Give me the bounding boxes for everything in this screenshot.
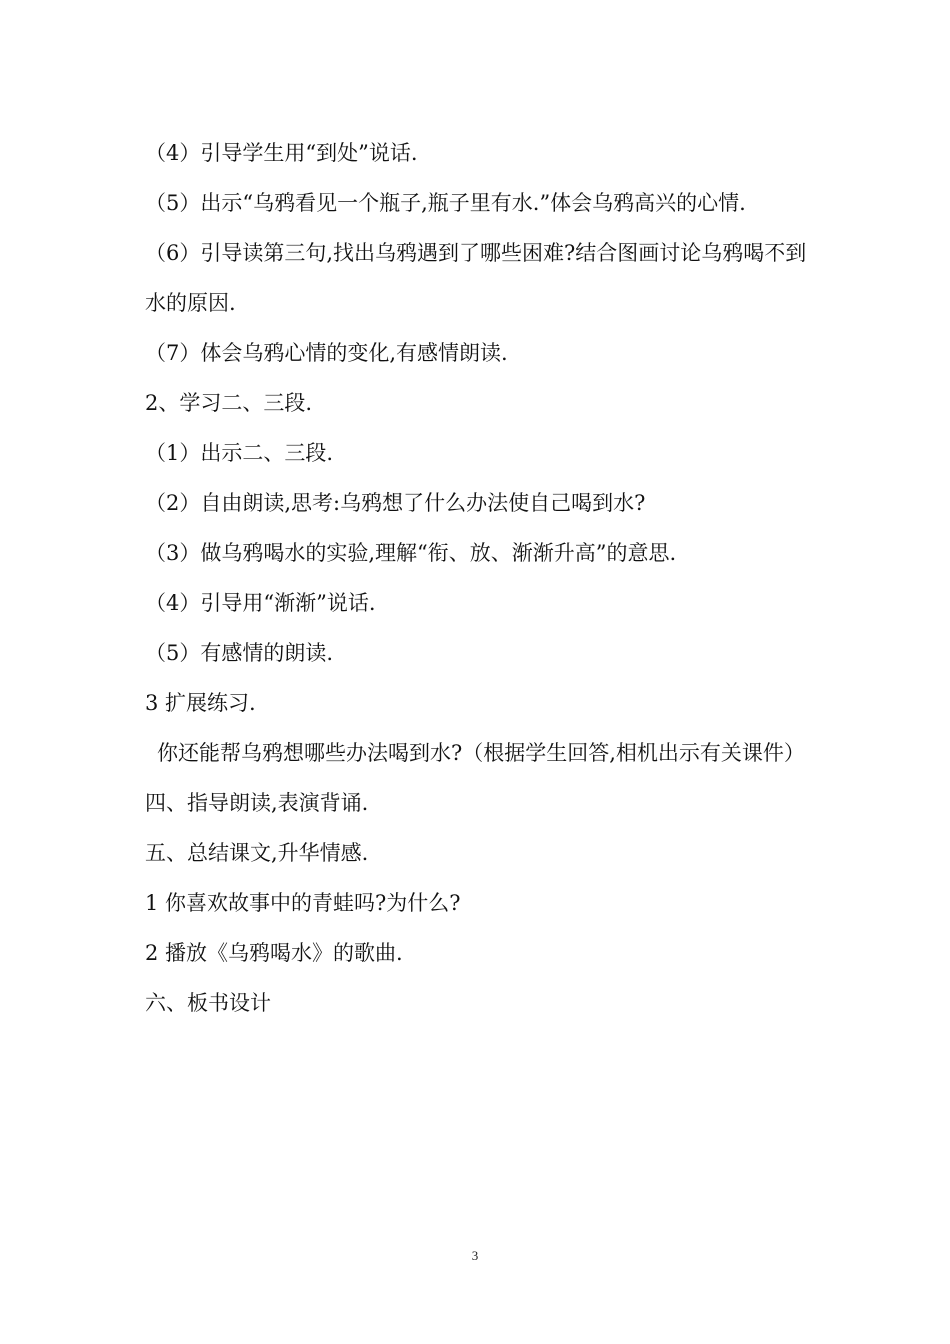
paragraph: （5）有感情的朗读. <box>145 641 334 665</box>
paragraph: （4）引导学生用“到处”说话. <box>145 141 418 165</box>
section-heading: 五、总结课文,升华情感. <box>145 841 369 865</box>
section-heading: 六、板书设计 <box>145 991 271 1015</box>
paragraph: （4）引导用“渐渐”说话. <box>145 591 376 615</box>
paragraph: 你还能帮乌鸦想哪些办法喝到水?（根据学生回答,相机出示有关课件） <box>157 741 805 765</box>
paragraph: （5）出示“乌鸦看见一个瓶子,瓶子里有水.”体会乌鸦高兴的心情. <box>145 191 746 215</box>
section-heading: 四、指导朗读,表演背诵. <box>145 791 369 815</box>
paragraph: （2）自由朗读,思考:乌鸦想了什么办法使自己喝到水? <box>145 491 646 515</box>
paragraph: （7）体会乌鸦心情的变化,有感情朗读. <box>145 341 508 365</box>
section-heading: 2、学习二、三段. <box>145 391 313 415</box>
paragraph: 1 你喜欢故事中的青蛙吗?为什么? <box>145 891 461 915</box>
section-heading: 3 扩展练习. <box>145 691 256 715</box>
paragraph: （6）引导读第三句,找出乌鸦遇到了哪些困难?结合图画讨论乌鸦喝不到水的原因. <box>145 241 807 315</box>
page-number: 3 <box>471 1248 479 1263</box>
paragraph: 2 播放《乌鸦喝水》的歌曲. <box>145 941 403 965</box>
paragraph: （1）出示二、三段. <box>145 441 334 465</box>
paragraph: （3）做乌鸦喝水的实验,理解“衔、放、渐渐升高”的意思. <box>145 541 677 565</box>
document-body <box>145 128 815 1028</box>
